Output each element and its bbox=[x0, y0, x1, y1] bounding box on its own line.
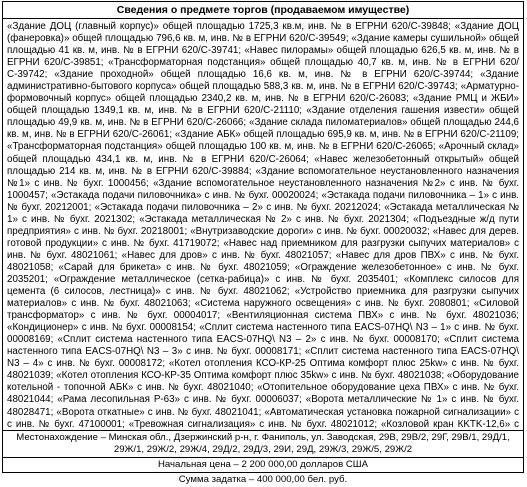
assets-description: «Здание ДОЦ (главный корпус)» общей площадью 1725,3 кв.м, инв. № в ЕГРНИ 620/С-39848; «Здание ДОЦ (фанеровка)» общей площадью 796,6 кв. м, инв. № в ЕГРНИ 620/С-39549; «Здание камеры сушильной» общей площадью 41 кв. м, инв. № в ЕГРНИ 620/С-39741; «Навес пилорамы» общей площадью 626,5 кв. м, инв. № в ЕГРНИ 620/С-39851; «Трансформаторная подстанция» общей площадью 40,7 кв. м, инв. № в ЕГРНИ 620/С-39742; «Здание проходной» общей площадью 16,6 кв. м, инв. № в ЕГРНИ 620/С-39744; «Здание административно-бытового корпуса» общей площадью 588,3 кв. м, инв. № в ЕГРНИ 620/С-39743; «Арматурно-формовочный корпус» общей площадью 2340,2 кв. м, инв. № в ЕГРНИ 620/С-26083; «Здание РМЦ и ЖБИ» общей площадью 1349,1 кв. м, инв. № в ЕГРНИ 620/С-21110; «Здание отделения гашения извести» общей площадью 49,9 кв. м, инв. № в ЕГРНИ 620/С-26066; «Здание склада пиломатериалов» общей площадью 244,6 кв. м, инв. № в ЕГРНИ 620/С-26061; «Здание АБК» общей площадью 695,9 кв. м, инв. № в ЕГРНИ 620/С-21109; «Трансформаторная подстанция» общей площадью 100 кв. м, инв. № в ЕГРНИ 620/С-26065; «Арочный склад» общей площадью 434,1 кв. м, инв. № в ЕГРНИ 620/С-26064; «Навес железобетонный открытый» общей площадью 214 кв. м, инв. № в ЕГРНИ 620/С-39884; «Здание вспомогательное неустановленного назначения №1» с инв. № бухг. 1000456; «Здание вспомогательное неустановленного назначения №2» с инв. № бухг. 1000457; «Эстакада подачи пиловочника» с инв. № бухг. 00020024; «Эстакада подачи пиловочника – 1» с инв. № бухг. 20212001; «Эстакада подачи пиловочника – 2» с инв. № бухг. 20212024; «Эстакада металлическая № 1» с инв. № бухг. 2021302; «Эстакада металлическая № 2» с инв. № бухг. 2021304; «Подъездные ж/д пути предприятия» с инв. № бухг. 20218001; «Внутризаводские дороги» с инв. № бухг. 00020032; «Навес для дерев. готовой продукции» с инв. № бухг. 41719072; «Навес над приемником для разгрузки сыпучих материалов» с инв. № бухг. 48021061; «Навес для дров» с инв. № бухг. 48021057; «Навес для дров ПВХ» с инв. № бухг. 48021058; «Сарай для брикета» с инв. № бухг. 48021059; «Ограждение железобетонное» с инв. № бухг. 2035201; «Ограждение металлическое (сетка-рабица)» с инв. № бухг. 2035401; «Комплекс силосов для цемента (6 силосов, лестница)» с инв. № бухг. 48021062; «Устройство приемника для разгрузки сыпучих материалов» с инв. № бухг. 48021063; «Система наружного освещения» с инв. № бухг. 2080801; «Силовой трансформатор» с инв. № бухг. 00004017; «Вентиляционная система ПВХ» с инв. № бухг. 48021036; «Кондиционер» с инв. № бухг. 00008154; «Сплит система настенного типа EACS-07HQ\ N3 – 1» с инв. № бухг. 00008169; «Сплит система настенного типа EACS-07HQ\ N3 – 2» с инв. № бухг. 00008170; «Сплит система настенного типа EACS-07HQ\ N3 – 3» с инв. № бухг. 00008171; «Сплит система настенного типа EACS-07HQ\ N3 – 4» с инв. № бухг. 00008172; «Котел отопления КСО-КР-25 Оптима комфорт плюс 25kw» с инв. № бухг. 48021039; «Котел отопления КСО-КР-35 Оптима комфорт плюс 35kw» с инв. № бухг. 48021038; «Оборудование котельной - топочной АБК» с инв. № бухг. 48021040; «Отопительное оборудование цеха ПВХ» с инв. № бухг. 48021044; «Рама лесопильная Р-63» с инв. № бухг. 00006037; «Ворота металлические № 1» с инв. № бухг. 48028471; «Ворота откатные» с инв. № бухг. 48021041; «Автоматическая установка пожарной сигнализации» с с инв. № бухг. 47100001; «Тревожная сигнализация» с инв. № бухг. 48021012; «Козловой кран КKTK-12,6» с bbox=[3, 19, 523, 431]
lot-info-table bbox=[2, 1, 524, 485]
start-price-row: Начальная цена – 2 200 000,00 долларов США bbox=[3, 458, 523, 473]
location-row: Местонахождение – Минская обл., Дзержинский р-н, г. Фаниполь, ул. Заводская, 29В, 29В/2, 29Г, 29В/1, 29Д/1, 29Ж/1, 29Ж/2, 29Ж/4, 29Д/2, 29Д/3, 29И, 29Д, 29Ж/3, 29Ж/5, 29Ж/2 bbox=[3, 431, 523, 458]
deposit-row: Сумма задатка – 400 000,00 бел. руб. bbox=[178, 474, 348, 485]
table-title: Сведения о предмете торгов (продаваемом имуществе) bbox=[3, 2, 523, 19]
